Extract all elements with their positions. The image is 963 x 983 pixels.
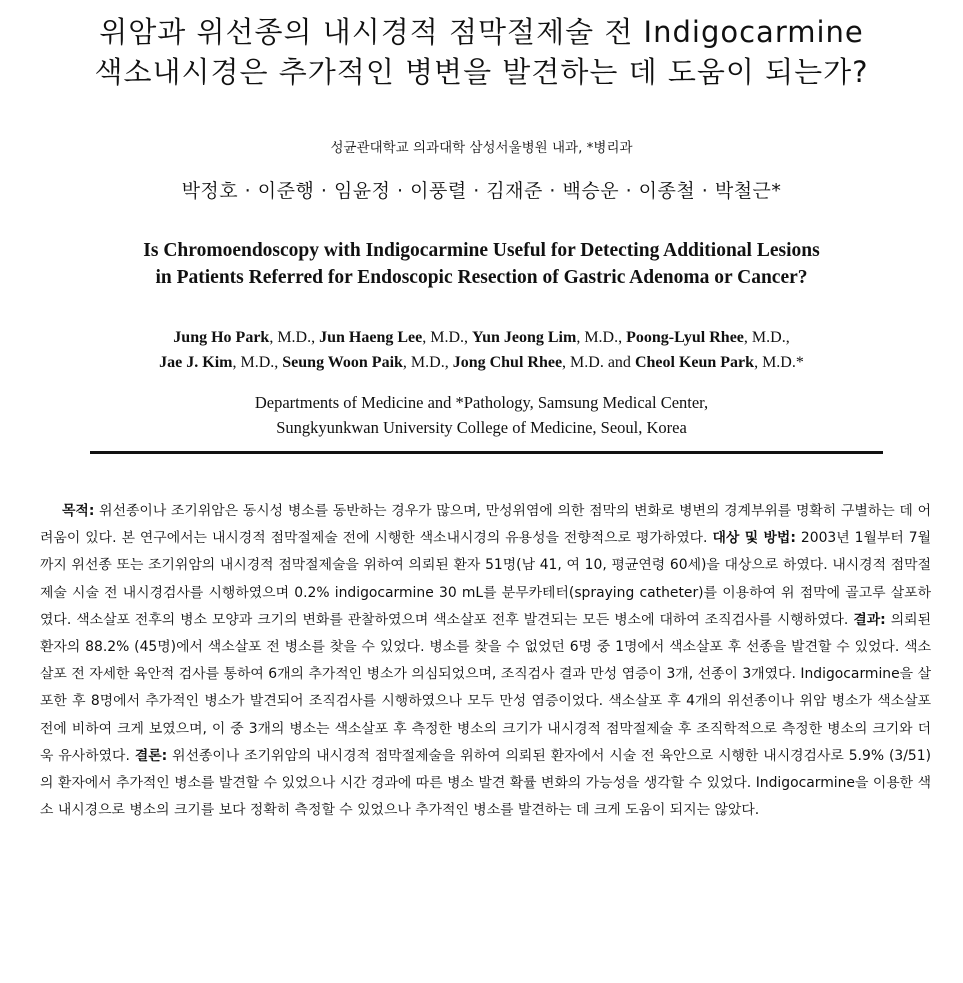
abstract-label-results: 결과: <box>853 611 886 628</box>
korean-title <box>32 12 931 92</box>
abstract-text-conclusions: 위선종이나 조기위암의 내시경적 점막절제술을 위하여 의뢰된 환자에서 시술 전 육안으로 시행한 내시경검사로 5.9% (3/51)의 환자에서 추가적인 병소를 발견할 수 있었으나 시간 경과에 따른 병소 발견 확률 변화의 가능성을 생각할 수 있었다. Indigocarmine을 이용한 색소 내시경으로 병소의 크기를 보다 정확히 측정할 수 있었으나 추가적인 병소를 발견하는 데 크게 도움이 되지는 않았다. <box>40 747 931 819</box>
author-degree: , M.D., <box>576 329 627 346</box>
english-authors-line-1 <box>32 325 931 350</box>
korean-title-line-2: 색소내시경은 추가적인 병변을 발견하는 데 도움이 되는가? <box>94 55 869 89</box>
author-degree: , M.D., <box>422 329 472 346</box>
korean-authors: 박정호 · 이준행 · 임윤정 · 이풍렬 · 김재준 · 백승운 · 이종철 · 박철근* <box>181 180 782 202</box>
english-title-line-2: in Patients Referred for Endoscopic Resection of Gastric Adenoma or Cancer? <box>155 267 808 288</box>
english-title-line-1: Is Chromoendoscopy with Indigocarmine Useful for Detecting Additional Lesions <box>143 240 820 261</box>
abstract-label-aim: 목적: <box>62 503 95 519</box>
author-degree: , M.D., <box>269 329 320 346</box>
abstract <box>32 498 931 824</box>
author-degree: , M.D., <box>743 329 790 346</box>
abstract-text-aim: 위선종이나 조기위암은 동시성 병소를 동반하는 경우가 많으며, 만성위염에 의한 점막의 변화로 병변의 경계부위를 명확히 구별하는 데 어려움이 있다. 본 연구에서는 내시경적 점막절제술 전에 시행한 색소내시경의 유용성을 전향적으로 평가하였다. <box>40 503 931 547</box>
author-name: Yun Jeong Lim <box>472 329 577 346</box>
english-affiliation-line-1: Departments of Medicine and *Pathology, Samsung Medical Center, <box>254 393 709 412</box>
author-name: Jong Chul Rhee <box>452 354 563 371</box>
author-degree: , M.D., <box>232 354 283 371</box>
author-name: Poong-Lyul Rhee <box>626 329 744 346</box>
author-degree: , M.D., <box>402 354 453 371</box>
author-name: Jung Ho Park <box>173 329 270 346</box>
abstract-label-conclusions: 결론: <box>134 747 168 764</box>
english-affiliation <box>32 390 931 440</box>
abstract-text-results: 의뢰된 환자의 88.2% (45명)에서 색소살포 전 병소를 찾을 수 있었다. 병소를 찾을 수 없었던 6명 중 1명에서 색소살포 후 선종을 발견할 수 있었다. 색소살포 전 자세한 육안적 검사를 통하여 6개의 추가적인 병소가 의심되었으며, 조직검사 결과 만성 염증이 3개, 선종이 3개였다. Indigocarmine을 살포한 후 8명에서 추가적인 병소가 발견되어 조직검사를 시행하였으나 모두 만성 염증이었다. 색소살포 후 4개의 위선종이나 위암 병소가 색소살포 전에 비하여 크게 보였으며, 이 중 3개의 병소는 색소살포 후 측정한 병소의 크기가 내시경적 점막절제술 후 조직학적으로 측정한 병소의 크기와 더욱 유사하였다. <box>40 611 931 764</box>
header-divider <box>90 451 883 454</box>
abstract-label-methods: 대상 및 방법: <box>712 530 796 547</box>
paper-page <box>0 12 963 983</box>
author-degree: , M.D. and <box>562 354 635 371</box>
korean-title-line-1: 위암과 위선종의 내시경적 점막절제술 전 Indigocarmine <box>99 15 864 49</box>
korean-affiliation: 성균관대학교 의과대학 삼성서울병원 내과, *병리과 <box>330 140 633 156</box>
english-affiliation-line-2: Sungkyunkwan University College of Medicine, Seoul, Korea <box>276 418 687 437</box>
author-name: Jae J. Kim <box>159 354 233 371</box>
abstract-text-methods: 2003년 1월부터 7월까지 위선종 또는 조기위암의 내시경적 점막절제술을 위하여 의뢰된 환자 51명(남 41, 여 10, 평균연령 60세)을 대상으로 하였다. 내시경적 점막절제술 시술 전 내시경검사를 시행하였으며 0.2% indigocarmine 30 mL를 분무카테터(spraying catheter)를 이용하여 위 점막에 골고루 살포하였다. 색소살포 전후의 병소 모양과 크기의 변화를 관찰하였으며 색소살포 전후 발견되는 모든 병소에 대하여 조직검사를 시행하였다. <box>40 530 931 628</box>
author-name: Seung Woon Paik <box>282 354 403 371</box>
english-authors <box>32 325 931 375</box>
author-name: Cheol Keun Park <box>634 354 755 371</box>
author-name: Jun Haeng Lee <box>319 329 423 346</box>
english-authors-line-2 <box>32 350 931 375</box>
english-title <box>32 237 931 291</box>
author-degree: , M.D.* <box>754 354 804 371</box>
